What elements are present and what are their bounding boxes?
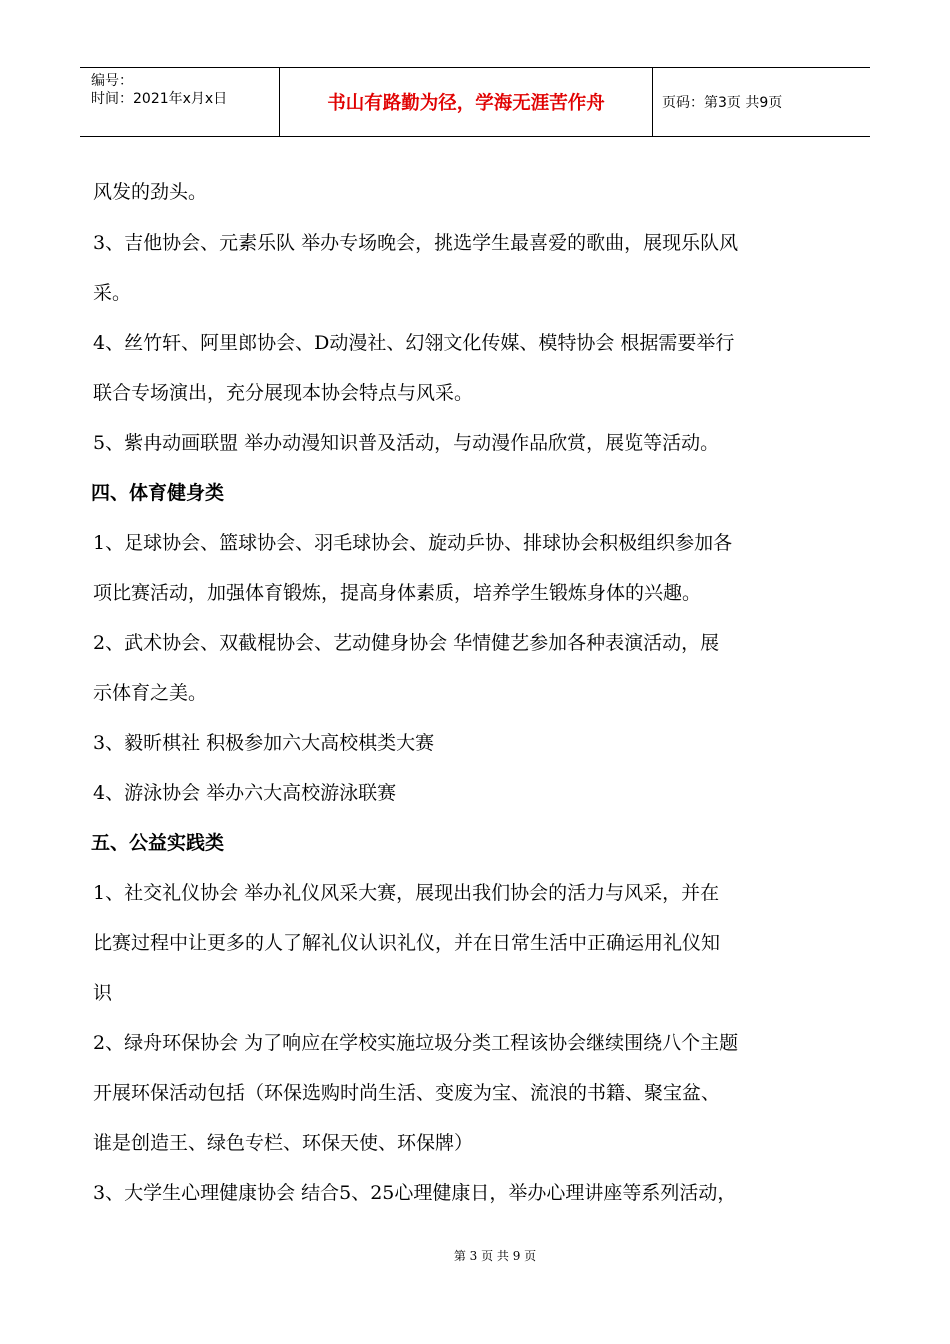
header-meta (80, 68, 280, 136)
paragraph-line: 3、吉他协会、元素乐队 举办专场晚会，挑选学生最喜爱的歌曲，展现乐队风 (93, 232, 739, 254)
paragraph-line: 2、武术协会、双截棍协会、艺动健身协会 华情健艺参加各种表演活动，展 (93, 632, 720, 654)
header-page-info: 页码：第3页 共9页 (662, 95, 783, 111)
paragraph-line: 谁是创造王、绿色专栏、环保天使、环保牌） (93, 1132, 474, 1154)
paragraph-line: 3、毅昕棋社 积极参加六大高校棋类大赛 (93, 732, 435, 754)
paragraph-line: 4、丝竹轩、阿里郎协会、D动漫社、幻翎文化传媒、模特协会 根据需要举行 (93, 332, 735, 354)
paragraph-line: 2、绿舟环保协会 为了响应在学校实施垃圾分类工程该协会继续围绕八个主题 (93, 1032, 739, 1054)
section-heading: 四、体育健身类 (91, 482, 225, 504)
paragraph-line: 项比赛活动，加强体育锻炼，提高身体素质，培养学生锻炼身体的兴趣。 (93, 582, 702, 604)
paragraph-line: 采。 (93, 282, 132, 304)
time-label: 时间：2021年x月x日 (91, 91, 228, 107)
paragraph-line: 5、紫冉动画联盟 举办动漫知识普及活动，与动漫作品欣赏，展览等活动。 (93, 432, 720, 454)
page-footer: 第 3 页 共 9 页 (453, 1249, 537, 1263)
header-motto: 书山有路勤为径，学海无涯苦作舟 (280, 68, 653, 136)
paragraph-line: 示体育之美。 (93, 682, 208, 704)
paragraph-line: 比赛过程中让更多的人了解礼仪认识礼仪，并在日常生活中正确运用礼仪知 (93, 932, 721, 954)
paragraph-line: 1、足球协会、篮球协会、羽毛球协会、旋动乒协、排球协会积极组织参加各 (93, 532, 733, 554)
paragraph-line: 1、社交礼仪协会 举办礼仪风采大赛，展现出我们协会的活力与风采，并在 (93, 882, 720, 904)
paragraph-line: 识 (93, 982, 113, 1004)
paragraph-line: 4、游泳协会 举办六大高校游泳联赛 (93, 782, 397, 804)
section-heading: 五、公益实践类 (91, 832, 225, 854)
serial-label: 编号： (91, 73, 133, 89)
paragraph-line: 联合专场演出，充分展现本协会特点与风采。 (93, 382, 474, 404)
paragraph-line: 3、大学生心理健康协会 结合5、25心理健康日，举办心理讲座等系列活动， (93, 1182, 737, 1204)
paragraph-line: 风发的劲头。 (93, 181, 208, 203)
paragraph-line: 开展环保活动包括（环保选购时尚生活、变废为宝、流浪的书籍、聚宝盆、 (93, 1082, 721, 1104)
document-header (80, 67, 870, 137)
